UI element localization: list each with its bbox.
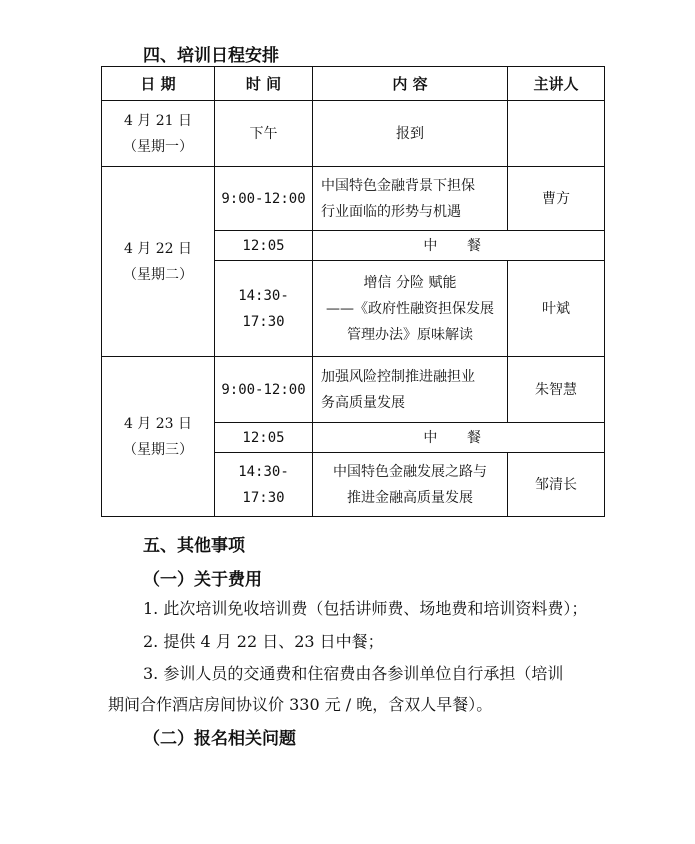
- time-cell: 下午: [215, 101, 313, 167]
- table-row: [102, 101, 605, 167]
- speaker-cell: [508, 101, 605, 167]
- speaker-cell: 邹清长: [508, 453, 605, 517]
- section-5-title: 五、其他事项: [143, 536, 245, 556]
- fees-subheading: （一）关于费用: [143, 570, 262, 590]
- time-cell: 9:00-12:00: [215, 357, 313, 423]
- section-4-title: 四、培训日程安排: [143, 46, 279, 66]
- content-line: 中国特色金融发展之路与: [333, 463, 487, 480]
- table-header-row: [102, 67, 605, 101]
- content-line: 务高质量发展: [321, 394, 405, 411]
- date-cell: [102, 357, 215, 517]
- date-cell: [102, 101, 215, 167]
- weekday-label: （星期一）: [123, 138, 193, 155]
- time-cell: 14:30-17:30: [215, 453, 313, 517]
- content-line: 中国特色金融背景下担保: [321, 177, 475, 194]
- date-label: 4 月 21 日: [123, 112, 193, 129]
- weekday-label: （星期三）: [123, 441, 193, 458]
- content-line: 推进金融高质量发展: [347, 489, 473, 506]
- content-cell: [313, 261, 508, 357]
- content-cell: [313, 453, 508, 517]
- header-content: 内 容: [313, 67, 508, 101]
- content-line: 增信 分险 赋能: [363, 274, 457, 291]
- content-line: 管理办法》原味解读: [347, 326, 473, 343]
- fee-item-3-continued: 期间合作酒店房间协议价 330 元 / 晚，含双人早餐）。: [108, 695, 493, 714]
- time-cell: 9:00-12:00: [215, 167, 313, 231]
- table-row: [102, 167, 605, 231]
- content-cell: 报到: [313, 101, 508, 167]
- time-cell: 12:05: [215, 423, 313, 453]
- date-label: 4 月 23 日: [123, 415, 193, 432]
- fee-item-2: 2. 提供 4 月 22 日、23 日中餐；: [143, 632, 384, 651]
- lunch-cell: 中 餐: [313, 231, 605, 261]
- content-cell: [313, 167, 508, 231]
- content-line: ——《政府性融资担保发展: [326, 300, 494, 317]
- header-date: 日 期: [102, 67, 215, 101]
- time-cell: 14:30-17:30: [215, 261, 313, 357]
- fee-item-3: 3. 参训人员的交通费和住宿费由各参训单位自行承担（培训: [143, 664, 564, 683]
- time-cell: 12:05: [215, 231, 313, 261]
- speaker-cell: 叶斌: [508, 261, 605, 357]
- header-speaker: 主讲人: [508, 67, 605, 101]
- speaker-cell: 朱智慧: [508, 357, 605, 423]
- fee-item-1: 1. 此次培训免收培训费（包括讲师费、场地费和培训资料费）；: [143, 599, 588, 618]
- schedule-table: [101, 66, 605, 517]
- date-cell: [102, 167, 215, 357]
- date-label: 4 月 22 日: [123, 240, 193, 257]
- table-row: [102, 357, 605, 423]
- registration-subheading: （二）报名相关问题: [143, 729, 296, 749]
- content-cell: [313, 357, 508, 423]
- content-line: 行业面临的形势与机遇: [321, 203, 461, 220]
- weekday-label: （星期二）: [123, 266, 193, 283]
- lunch-cell: 中 餐: [313, 423, 605, 453]
- header-time: 时 间: [215, 67, 313, 101]
- speaker-cell: 曹方: [508, 167, 605, 231]
- content-line: 加强风险控制推进融担业: [321, 368, 475, 385]
